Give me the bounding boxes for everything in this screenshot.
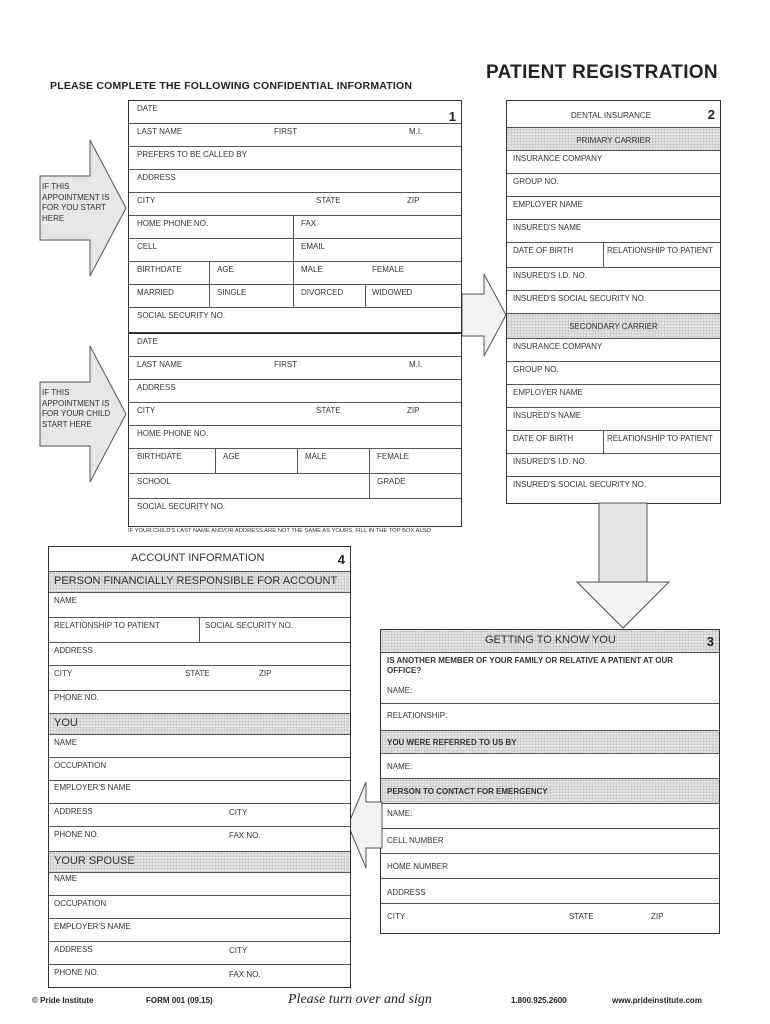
account-information-title: ACCOUNT INFORMATION bbox=[131, 552, 265, 564]
spouse-city-label: CITY bbox=[229, 946, 248, 955]
section-2-dental-insurance bbox=[506, 100, 721, 504]
you-fax-label: FAX NO. bbox=[229, 831, 261, 840]
phone-number-text: 1.800.925.2600 bbox=[511, 996, 567, 1005]
child-male-label: MALE bbox=[305, 452, 327, 461]
male-label: MALE bbox=[301, 265, 323, 274]
secondary-employer-name-label: EMPLOYER NAME bbox=[513, 388, 583, 397]
secondary-relationship-label: RELATIONSHIP TO PATIENT bbox=[607, 434, 713, 443]
child-zip-label: ZIP bbox=[407, 406, 420, 415]
website-link[interactable]: www.prideinstitute.com bbox=[612, 996, 702, 1005]
state-label: STATE bbox=[316, 196, 341, 205]
spouse-phone-label: PHONE NO. bbox=[54, 968, 99, 977]
spouse-heading: YOUR SPOUSE bbox=[54, 855, 135, 867]
cell-number-label: CELL NUMBER bbox=[387, 836, 444, 845]
insured-ssn-label: INSURED'S SOCIAL SECURITY NO. bbox=[513, 294, 647, 303]
form-instruction-heading: PLEASE COMPLETE THE FOLLOWING CONFIDENTIAL INFORMATION bbox=[50, 80, 413, 92]
page-title: PATIENT REGISTRATION bbox=[486, 62, 718, 83]
middle-initial-label: M.I. bbox=[409, 127, 423, 136]
section-number: 4 bbox=[337, 552, 345, 567]
left-arrow-icon bbox=[346, 780, 384, 870]
you-city-label: CITY bbox=[229, 808, 248, 817]
responsible-state-label: STATE bbox=[185, 669, 210, 678]
city-label: CITY bbox=[137, 196, 156, 205]
child-city-label: CITY bbox=[137, 406, 156, 415]
child-state-label: STATE bbox=[316, 406, 341, 415]
ssn-label: SOCIAL SECURITY NO. bbox=[137, 311, 226, 320]
date-label: DATE bbox=[137, 104, 158, 113]
emergency-contact-heading: PERSON TO CONTACT FOR EMERGENCY bbox=[387, 787, 548, 796]
fax-label: FAX bbox=[301, 219, 317, 228]
child-female-label: FEMALE bbox=[377, 452, 410, 461]
spouse-fax-label: FAX NO. bbox=[229, 970, 261, 979]
you-address-label: ADDRESS bbox=[54, 807, 93, 816]
female-label: FEMALE bbox=[372, 265, 405, 274]
child-start-here-text: IF THIS APPOINTMENT IS FOR YOUR CHILD START HERE bbox=[42, 388, 111, 429]
referred-by-heading: YOU WERE REFERRED TO US BY bbox=[387, 738, 517, 747]
you-phone-label: PHONE NO. bbox=[54, 830, 99, 839]
you-employer-label: EMPLOYER'S NAME bbox=[54, 783, 131, 792]
child-grade-label: GRADE bbox=[377, 477, 406, 486]
getting-to-know-you-title: GETTING TO KNOW YOU bbox=[485, 634, 616, 646]
widowed-label: WIDOWED bbox=[372, 288, 413, 297]
section-number: 2 bbox=[707, 107, 715, 122]
first-name-label: FIRST bbox=[274, 127, 298, 136]
child-footnote: IF YOUR CHILD'S LAST NAME AND/OR ADDRESS ARE NOT THE SAME AS YOURS, FILL IN THE TOP BOX ALSO bbox=[128, 528, 432, 534]
child-home-phone-label: HOME PHONE NO. bbox=[137, 429, 209, 438]
section-3-getting-to-know-you bbox=[380, 629, 720, 934]
form-number-text: FORM 001 (09.15) bbox=[146, 996, 213, 1005]
spouse-name-label: NAME bbox=[54, 874, 78, 883]
child-date-label: DATE bbox=[137, 337, 158, 346]
secondary-carrier-heading: SECONDARY CARRIER bbox=[569, 322, 658, 331]
spouse-address-label: ADDRESS bbox=[54, 945, 93, 954]
insured-id-label: INSURED'S I.D. NO. bbox=[513, 271, 587, 280]
emergency-zip-label: ZIP bbox=[651, 912, 664, 921]
secondary-insureds-name-label: INSURED'S NAME bbox=[513, 411, 582, 420]
last-name-label: LAST NAME bbox=[137, 127, 183, 136]
responsible-address-label: ADDRESS bbox=[54, 646, 93, 655]
single-label: SINGLE bbox=[217, 288, 247, 297]
child-birthdate-label: BIRTHDATE bbox=[137, 452, 182, 461]
relationship-label: RELATIONSHIP TO PATIENT bbox=[607, 246, 713, 255]
cell-label: CELL bbox=[137, 242, 158, 251]
sign-instruction: Please turn over and sign bbox=[288, 992, 432, 1007]
you-heading: YOU bbox=[54, 717, 78, 729]
child-middle-initial-label: M.I. bbox=[409, 360, 423, 369]
adult-start-here-text: IF THIS APPOINTMENT IS FOR YOU START HERE bbox=[42, 182, 110, 223]
responsible-city-label: CITY bbox=[54, 669, 73, 678]
date-of-birth-label: DATE OF BIRTH bbox=[513, 246, 574, 255]
emergency-address-label: ADDRESS bbox=[387, 888, 426, 897]
secondary-group-no-label: GROUP NO. bbox=[513, 365, 559, 374]
child-school-label: SCHOOL bbox=[137, 477, 171, 486]
responsible-party-heading: PERSON FINANCIALLY RESPONSIBLE FOR ACCOUNT bbox=[54, 575, 338, 587]
responsible-ssn-label: SOCIAL SECURITY NO. bbox=[205, 621, 294, 630]
age-label: AGE bbox=[217, 265, 234, 274]
relationship-label: RELATIONSHIP: bbox=[387, 711, 448, 720]
right-arrow-icon bbox=[462, 272, 508, 358]
email-label: EMAIL bbox=[301, 242, 326, 251]
home-number-label: HOME NUMBER bbox=[387, 862, 448, 871]
family-member-question: IS ANOTHER MEMBER OF YOUR FAMILY OR RELATIVE A PATIENT AT OUR OFFICE? bbox=[387, 656, 674, 675]
referral-name-label: NAME: bbox=[387, 762, 413, 771]
child-ssn-label: SOCIAL SECURITY NO. bbox=[137, 502, 226, 511]
secondary-date-of-birth-label: DATE OF BIRTH bbox=[513, 434, 574, 443]
family-name-label: NAME: bbox=[387, 686, 413, 695]
insurance-company-label: INSURANCE COMPANY bbox=[513, 154, 603, 163]
section-number: 3 bbox=[706, 634, 714, 649]
responsible-phone-label: PHONE NO. bbox=[54, 693, 99, 702]
employer-name-label: EMPLOYER NAME bbox=[513, 200, 583, 209]
address-label: ADDRESS bbox=[137, 173, 176, 182]
copyright-text: © Pride Institute bbox=[32, 996, 94, 1005]
down-arrow-icon bbox=[575, 502, 671, 630]
secondary-insured-ssn-label: INSURED'S SOCIAL SECURITY NO. bbox=[513, 480, 647, 489]
group-no-label: GROUP NO. bbox=[513, 177, 559, 186]
emergency-state-label: STATE bbox=[569, 912, 594, 921]
child-address-label: ADDRESS bbox=[137, 383, 176, 392]
insureds-name-label: INSURED'S NAME bbox=[513, 223, 582, 232]
child-age-label: AGE bbox=[223, 452, 240, 461]
responsible-name-label: NAME bbox=[54, 596, 78, 605]
home-phone-label: HOME PHONE NO. bbox=[137, 219, 209, 228]
preferred-name-label: PREFERS TO BE CALLED BY bbox=[137, 150, 247, 159]
emergency-name-label: NAME: bbox=[387, 809, 413, 818]
zip-label: ZIP bbox=[407, 196, 420, 205]
secondary-insurance-company-label: INSURANCE COMPANY bbox=[513, 342, 603, 351]
relationship-label: RELATIONSHIP TO PATIENT bbox=[54, 621, 160, 630]
primary-carrier-heading: PRIMARY CARRIER bbox=[576, 136, 651, 145]
birthdate-label: BIRTHDATE bbox=[137, 265, 182, 274]
child-first-name-label: FIRST bbox=[274, 360, 298, 369]
divorced-label: DIVORCED bbox=[301, 288, 344, 297]
secondary-insured-id-label: INSURED'S I.D. NO. bbox=[513, 457, 587, 466]
spouse-employer-label: EMPLOYER'S NAME bbox=[54, 922, 131, 931]
you-name-label: NAME bbox=[54, 738, 78, 747]
spouse-occupation-label: OCCUPATION bbox=[54, 899, 107, 908]
emergency-city-label: CITY bbox=[387, 912, 406, 921]
section-number: 1 bbox=[448, 109, 456, 124]
dental-insurance-title: DENTAL INSURANCE bbox=[571, 111, 652, 120]
section-4-account-information bbox=[48, 546, 351, 988]
responsible-zip-label: ZIP bbox=[259, 669, 272, 678]
child-last-name-label: LAST NAME bbox=[137, 360, 183, 369]
you-occupation-label: OCCUPATION bbox=[54, 761, 107, 770]
married-label: MARRIED bbox=[137, 288, 174, 297]
section-1-patient-info bbox=[128, 100, 462, 527]
